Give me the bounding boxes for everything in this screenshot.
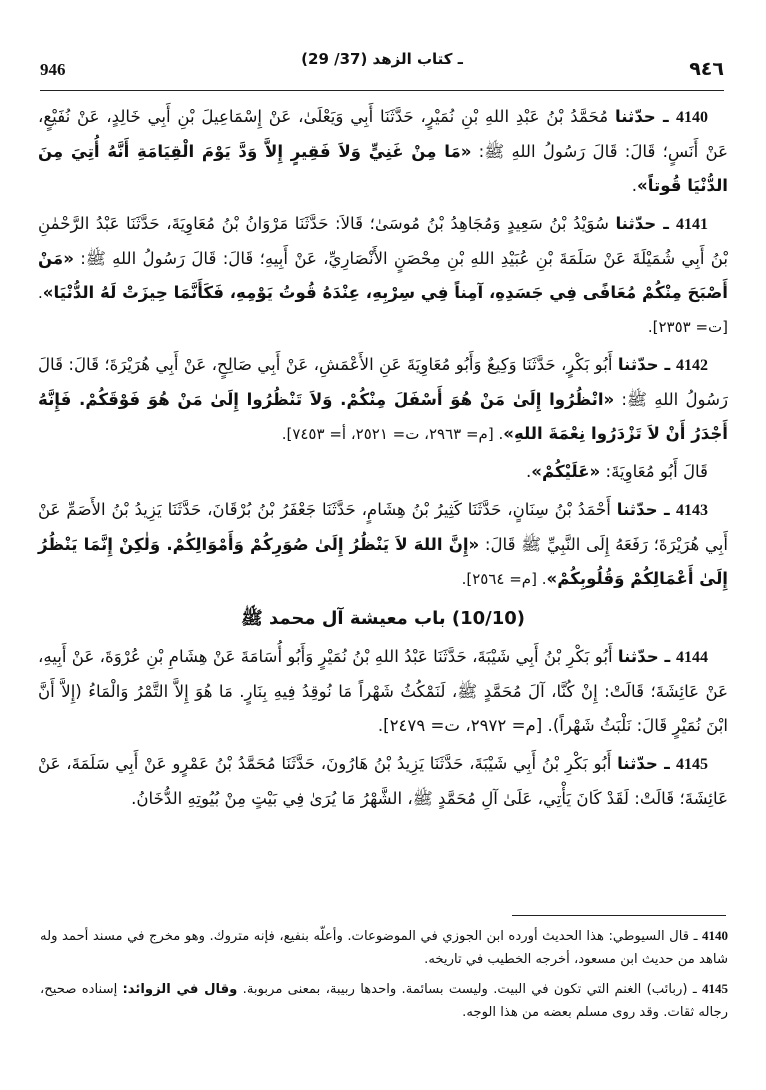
page-number-latin: 946	[40, 60, 66, 79]
hadith-reference: . [ت= ٢٣٥٣].	[38, 284, 728, 336]
footnote-number: 4140	[702, 928, 728, 943]
matn: «مَنْ أَصْبَحَ مِنْكُمْ مُعَافًى فِي جَسَدِهِ، آمِناً فِي سِرْبِهِ، عِنْدَهُ قُوتُ يَوْمِهِ، فَكَأَنَّمَا حِيزَتْ لَهُ الدُّنْيَا»	[38, 249, 728, 302]
hadith-4141: 4141 ـ حدّثنا سُوَيْدُ بْنُ سَعِيدٍ وَمُجَاهِدُ بْنُ مُوسَىٰ؛ قَالاَ: حَدَّثَنَا مَرْوَانُ بْنُ مُعَاوِيَةَ، حَدَّثَنَا عَبْدُ الرَّحْمٰنِ بْنُ أَبِي شُمَيْلَةَ عَنْ سَلَمَةَ بْنِ عُبَيْدِ اللهِ بْنِ مِحْصَنٍ الأَنْصَارِيِّ، عَنْ أَبِيهِ؛ قَالَ: قَالَ رَسُولُ اللهِ ﷺ: «مَنْ أَصْبَحَ مِنْكُمْ مُعَافًى فِي جَسَدِهِ، آمِناً فِي سِرْبِهِ، عِنْدَهُ قُوتُ يَوْمِهِ، فَكَأَنَّمَا حِيزَتْ لَهُ الدُّنْيَا». [ت= ٢٣٥٣].	[38, 214, 728, 336]
haddatha-label: حدّثنا	[616, 500, 658, 519]
page-number-arabic: ٩٤٦	[689, 58, 724, 80]
hadith-number: 4145	[676, 756, 709, 773]
hadith-4142: 4142 ـ حدّثنا أَبُو بَكْرٍ، حَدَّثَنَا وَكِيعٌ وَأَبُو مُعَاوِيَةَ عَنِ الأَعْمَشِ، عَنْ أَبِي صَالِحٍ، عَنْ أَبِي هُرَيْرَةَ؛ قَالَ: قَالَ رَسُولُ اللهِ ﷺ: «انْظُرُوا إِلَىٰ مَنْ هُوَ أَسْفَلَ مِنْكُمْ. وَلاَ تَنْظُرُوا إِلَىٰ مَنْ هُوَ فَوْقَكُمْ. فَإِنَّهُ أَجْدَرُ أَنْ لاَ تَزْدَرُوا نِعْمَةَ اللهِ». [م= ٢٩٦٣، ت= ٢٥٢١، أ= ٧٤٥٣].	[38, 355, 728, 443]
footnote-bold: وقال في الزوائد:	[122, 982, 238, 997]
matn: «مَا مِنْ غَنِيٍّ وَلاَ فَقِيرٍ إِلاَّ وَدَّ يَوْمَ الْقِيَامَةِ أَنَّهُ أُتِيَ مِنَ الدُّنْيَا قُوتاً»	[38, 142, 728, 195]
haddatha-label: حدّثنا	[617, 647, 659, 666]
hadith-text: أَبُو بَكْرِ بْنُ أَبِي شَيْبَةَ، حَدَّثَنَا عَبْدُ اللهِ بْنُ نُمَيْرٍ وَأَبُو أُسَامَةَ عَنْ هِشَامِ بْنِ عُرْوَةَ، عَنْ أَبِيهِ، عَنْ عَائِشَةَ؛ قَالَتْ: إِنْ كُنَّا، آلَ مُحَمَّدٍ ﷺ، لَنَمْكُثُ شَهْراً مَا نُوقِدُ فِيهِ بِنَارٍ. مَا هُوَ إِلاَّ التَّمْرُ وَالْمَاءُ (إِلاَّ أَنَّ ابْنَ نُمَيْرٍ قَالَ: نَلْبَثُ شَهْراً). [م= ٢٩٧٢، ت= ٢٤٧٩].	[38, 647, 728, 735]
hadith-4144: 4144 ـ حدّثنا أَبُو بَكْرِ بْنُ أَبِي شَيْبَةَ، حَدَّثَنَا عَبْدُ اللهِ بْنُ نُمَيْرٍ وَأَبُو أُسَامَةَ عَنْ هِشَامِ بْنِ عُرْوَةَ، عَنْ أَبِيهِ، عَنْ عَائِشَةَ؛ قَالَتْ: إِنْ كُنَّا، آلَ مُحَمَّدٍ ﷺ، لَنَمْكُثُ شَهْراً مَا نُوقِدُ فِيهِ بِنَارٍ. مَا هُوَ إِلاَّ التَّمْرُ وَالْمَاءُ (إِلاَّ أَنَّ ابْنَ نُمَيْرٍ قَالَ: نَلْبَثُ شَهْراً). [م= ٢٩٧٢، ت= ٢٤٧٩].	[38, 647, 728, 735]
chapter-title: (10/10) باب معيشة آل محمد ﷺ	[240, 608, 526, 629]
hadith-number: 4144	[676, 649, 708, 666]
footnote-tail: إسناده صحيح، رجاله ثقات. وقد روى مسلم بعضه من هذا الوجه.	[40, 982, 728, 1020]
haddatha-label: حدّثنا	[617, 754, 658, 773]
footnote-text: ـ (ربائب) الغنم التي تكون في البيت. وليست بسائمة. واحدها ربيبة، بمعنى مربوبة.	[242, 982, 697, 997]
hadith-4140: 4140 ـ حدّثنا مُحَمَّدُ بْنُ عَبْدِ اللهِ بْنِ نُمَيْرٍ، حَدَّثَنَا أَبِي وَيَعْلَىٰ، عَنْ إِسْمَاعِيلَ بْنِ أَبِي خَالِدٍ، عَنْ نُفَيْعٍ، عَنْ أَنَسٍ؛ قَالَ: قَالَ رَسُولُ اللهِ ﷺ: «مَا مِنْ غَنِيٍّ وَلاَ فَقِيرٍ إِلاَّ وَدَّ يَوْمَ الْقِيَامَةِ أَنَّهُ أُتِيَ مِنَ الدُّنْيَا قُوتاً».	[38, 107, 729, 195]
footnote-number: 4145	[702, 981, 728, 996]
isnad: أَحْمَدُ بْنُ سِنَانٍ، حَدَّثَنَا كَثِيرُ بْنُ هِشَامٍ، حَدَّثَنَا جَعْفَرُ بْنُ بُرْقَانَ، حَدَّثَنَا يَزِيدُ بْنُ الأَصَمِّ عَنْ أَبِي هُرَيْرَةَ؛ رَفَعَهُ إِلَى النَّبِيِّ ﷺ قَالَ:	[38, 500, 728, 554]
haddatha-label: حدّثنا	[617, 355, 659, 374]
hadith-number: 4141	[676, 216, 708, 233]
hadith-number: 4143	[676, 502, 708, 519]
hadith-number: 4140	[676, 109, 708, 126]
hadith-tail: .	[631, 176, 638, 195]
hadith-reference: . [م= ٢٥٦٤].	[461, 570, 547, 588]
footnote-4145	[40, 977, 728, 1024]
isnad: مُحَمَّدُ بْنُ عَبْدِ اللهِ بْنِ نُمَيْرٍ، حَدَّثَنَا أَبِي وَيَعْلَىٰ، عَنْ إِسْمَاعِيلَ بْنِ أَبِي خَالِدٍ، عَنْ نُفَيْعٍ، عَنْ أَنَسٍ؛ قَالَ: قَالَ رَسُولُ اللهِ ﷺ:	[38, 107, 729, 161]
page-header	[40, 50, 724, 91]
hadith-number: 4142	[676, 357, 708, 374]
matn: «إِنَّ اللهَ لاَ يَنْظُرُ إِلَىٰ صُوَرِكُمْ وَأَمْوَالِكُمْ. وَلٰكِنْ إِنَّمَا يَنْظُرُ إِلَىٰ أَعْمَالِكُمْ وَقُلُوبِكُمْ»	[38, 535, 728, 588]
matn: «انْظُرُوا إِلَىٰ مَنْ هُوَ أَسْفَلَ مِنْكُمْ. وَلاَ تَنْظُرُوا إِلَىٰ مَنْ هُوَ فَوْقَكُمْ. فَإِنَّهُ أَجْدَرُ أَنْ لاَ تَزْدَرُوا نِعْمَةَ اللهِ»	[38, 390, 728, 443]
footnote-4140	[40, 924, 728, 971]
hadith-text: أَبُو بَكْرِ بْنُ أَبِي شَيْبَةَ، حَدَّثَنَا يَزِيدُ بْنُ هَارُونَ، حَدَّثَنَا مُحَمَّدُ بْنُ عَمْرٍو عَنْ أَبِي سَلَمَةَ، عَنْ عَائِشَةَ؛ قَالَتْ: لَقَدْ كَانَ يَأْتِي، عَلَىٰ آلِ مُحَمَّدٍ ﷺ، الشَّهْرُ مَا يُرَىٰ فِي بَيْتٍ مِنْ بُيُوتِهِ الدُّخَانُ.	[38, 754, 728, 808]
running-title: (29 /37) ـ كتاب الزهد	[301, 50, 463, 68]
footnotes	[40, 924, 728, 1030]
isnad: أَبُو بَكْرٍ، حَدَّثَنَا وَكِيعٌ وَأَبُو مُعَاوِيَةَ عَنِ الأَعْمَشِ، عَنْ أَبِي صَالِحٍ، عَنْ أَبِي هُرَيْرَةَ؛ قَالَ: قَالَ رَسُولُ اللهِ ﷺ:	[38, 355, 728, 409]
haddatha-label: حدّثنا	[615, 214, 657, 233]
hadith-4143: 4143 ـ حدّثنا أَحْمَدُ بْنُ سِنَانٍ، حَدَّثَنَا كَثِيرُ بْنُ هِشَامٍ، حَدَّثَنَا جَعْفَرُ بْنُ بُرْقَانَ، حَدَّثَنَا يَزِيدُ بْنُ الأَصَمِّ عَنْ أَبِي هُرَيْرَةَ؛ رَفَعَهُ إِلَى النَّبِيِّ ﷺ قَالَ: «إِنَّ اللهَ لاَ يَنْظُرُ إِلَىٰ صُوَرِكُمْ وَأَمْوَالِكُمْ. وَلٰكِنْ إِنَّمَا يَنْظُرُ إِلَىٰ أَعْمَالِكُمْ وَقُلُوبِكُمْ». [م= ٢٥٦٤].	[38, 500, 728, 588]
page-body	[38, 100, 728, 820]
hadith-reference: . [م= ٢٩٦٣، ت= ٢٥٢١، أ= ٧٤٥٣].	[281, 425, 504, 443]
isnad: سُوَيْدُ بْنُ سَعِيدٍ وَمُجَاهِدُ بْنُ مُوسَىٰ؛ قَالاَ: حَدَّثَنَا مَرْوَانُ بْنُ مُعَاوِيَةَ، حَدَّثَنَا عَبْدُ الرَّحْمٰنِ بْنُ أَبِي شُمَيْلَةَ عَنْ سَلَمَةَ بْنِ عُبَيْدِ اللهِ بْنِ مِحْصَنٍ الأَنْصَارِيِّ، عَنْ أَبِيهِ؛ قَالَ: قَالَ رَسُولُ اللهِ ﷺ:	[38, 214, 728, 268]
footnote-divider	[512, 915, 726, 916]
note-tail: .	[525, 462, 532, 481]
haddatha-label: حدّثنا	[614, 107, 656, 126]
note-text: قَالَ أَبُو مُعَاوِيَةَ:	[605, 462, 708, 481]
note-bold: «عَلَيْكُمْ»	[531, 462, 601, 481]
hadith-4145: 4145 ـ حدّثنا أَبُو بَكْرِ بْنُ أَبِي شَيْبَةَ، حَدَّثَنَا يَزِيدُ بْنُ هَارُونَ، حَدَّثَنَا مُحَمَّدُ بْنُ عَمْرٍو عَنْ أَبِي سَلَمَةَ، عَنْ عَائِشَةَ؛ قَالَتْ: لَقَدْ كَانَ يَأْتِي، عَلَىٰ آلِ مُحَمَّدٍ ﷺ، الشَّهْرُ مَا يُرَىٰ فِي بَيْتٍ مِنْ بُيُوتِهِ الدُّخَانُ.	[38, 754, 728, 808]
note-4142	[38, 455, 728, 489]
footnote-text: ـ قال السيوطي: هذا الحديث أورده ابن الجوزي في الموضوعات. وأعلّه بنفيع، فإنه متروك. وهو مخرج في مسند أحمد وله شاهد من حديث ابن مسعود، أخرجه الخطيب في تاريخه.	[40, 929, 728, 967]
